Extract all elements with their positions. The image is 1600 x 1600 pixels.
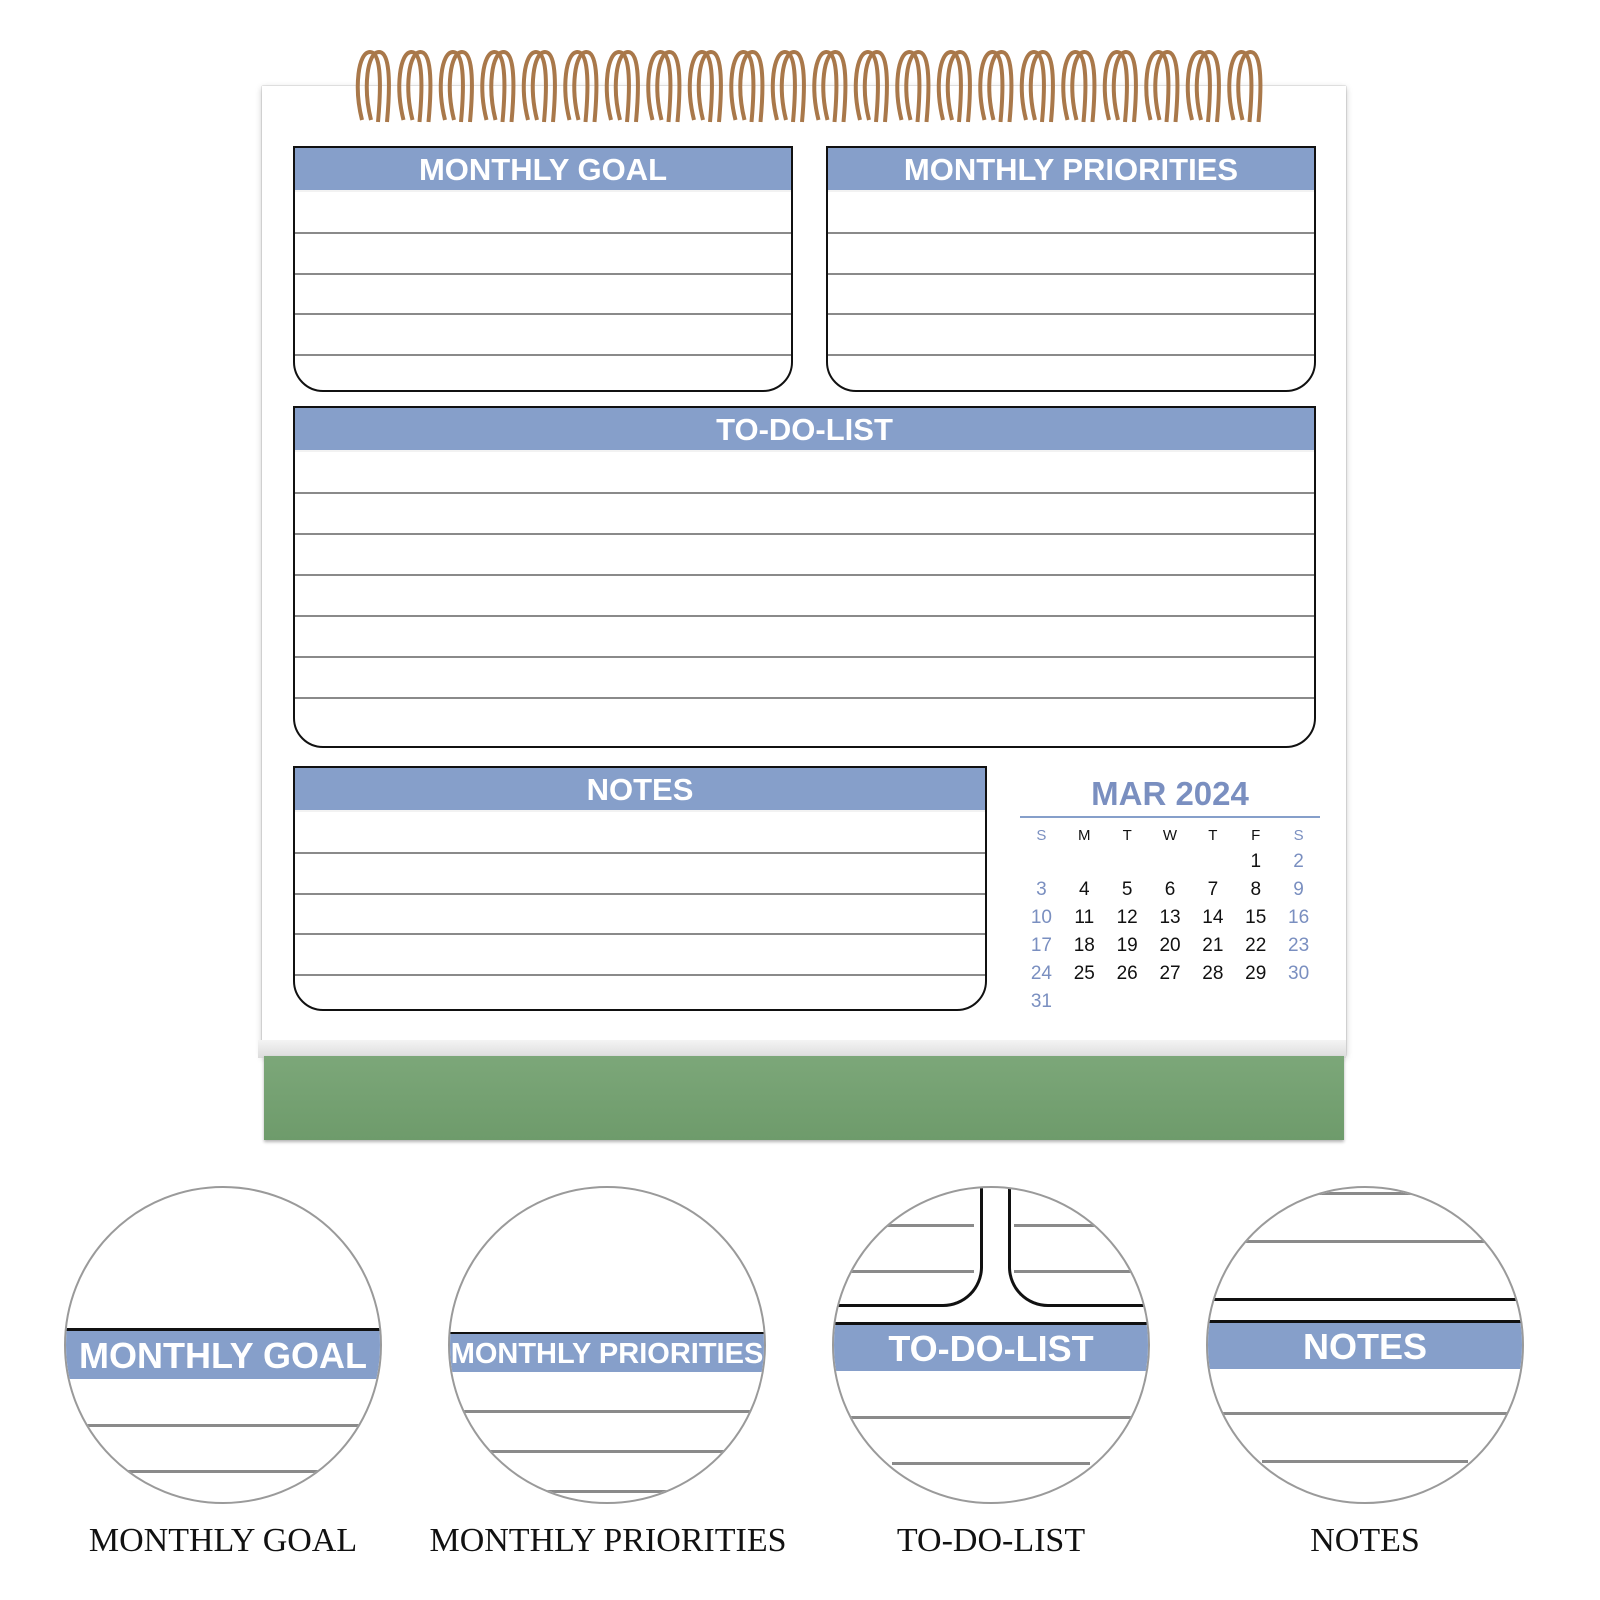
writing-line [295,615,1314,617]
day-cell: 19 [1116,935,1138,956]
day-cell: 31 [1030,991,1052,1012]
writing-line [295,313,791,315]
weekday-label: F [1251,826,1261,844]
writing-line [828,354,1314,356]
weekday-label: M [1078,826,1091,844]
week-row [1020,932,1320,960]
day-cell: 26 [1116,963,1138,984]
day-cell: 29 [1245,963,1267,984]
weekday-label: T [1208,826,1218,844]
day-cell: 25 [1073,963,1095,984]
day-cell: 12 [1116,907,1138,928]
day-cell: 30 [1288,963,1310,984]
mini-calendar-grid [1020,822,1320,1016]
zoom-box-bottom-line [1208,1298,1522,1301]
day-cell: 24 [1030,963,1052,984]
writing-line [295,933,985,935]
day-cell: 20 [1159,935,1181,956]
todo-list-header: TO-DO-LIST [295,408,1314,452]
zoom-circle-monthly-priorities [448,1186,766,1504]
zoom-line [1318,1192,1412,1195]
day-cell: 1 [1250,851,1262,872]
day-cell: 27 [1159,963,1181,984]
zoom-circle-todo-list [832,1186,1150,1504]
day-cell: 17 [1030,935,1052,956]
zoom-line [892,1462,1090,1465]
caption-todo-list: TO-DO-LIST [896,1522,1086,1559]
zoom-line [532,1490,682,1493]
mini-calendar-title: MAR 2024 [1091,775,1249,812]
day-cell: 15 [1245,907,1267,928]
zoom-band-monthly-priorities: MONTHLY PRIORITIES [450,1332,764,1372]
weekday-label: S [1293,826,1304,844]
mini-calendar [1020,772,1320,1022]
writing-line [295,354,791,356]
week-row [1020,876,1320,904]
day-cell: 5 [1121,879,1133,900]
todo-list-section [293,406,1316,748]
week-row [1020,848,1320,876]
writing-line [828,313,1314,315]
zoom-line [124,1470,322,1473]
day-cell: 21 [1202,935,1224,956]
zoom-line [1262,1460,1468,1463]
writing-line [295,893,985,895]
zoom-band-monthly-goal: MONTHLY GOAL [66,1328,380,1379]
calendar-stand [264,1056,1344,1140]
writing-line [828,273,1314,275]
day-cell: 3 [1036,879,1047,900]
zoom-band-notes: NOTES [1208,1320,1522,1369]
zoom-line [462,1410,752,1413]
writing-line [295,656,1314,658]
day-cell: 8 [1250,879,1262,900]
week-row [1020,904,1320,932]
zoom-line [484,1450,730,1453]
writing-line [295,974,985,976]
weekday-label: T [1122,826,1132,844]
writing-line [295,697,1314,699]
writing-line [828,232,1314,234]
mini-calendar-rule [1020,816,1320,818]
caption-monthly-goal: MONTHLY GOAL [88,1522,358,1559]
zoom-circle-monthly-goal [64,1186,382,1504]
writing-line [295,492,1314,494]
writing-line [295,574,1314,576]
writing-line [295,852,985,854]
monthly-priorities-header: MONTHLY PRIORITIES [828,148,1314,192]
writing-line [295,533,1314,535]
day-cell: 10 [1030,907,1052,928]
day-cell: 4 [1079,879,1090,900]
monthly-priorities-section [826,146,1316,392]
zoom-line [850,1416,1132,1419]
writing-line [295,232,791,234]
day-cell: 9 [1293,879,1304,900]
day-cell: 11 [1074,907,1095,928]
monthly-goal-section [293,146,793,392]
day-cell: 23 [1288,935,1310,956]
day-cell: 2 [1293,851,1304,872]
zoom-circle-notes [1206,1186,1524,1504]
zoom-line [1222,1412,1508,1415]
day-cell: 28 [1202,963,1224,984]
caption-notes: NOTES [1310,1522,1420,1559]
caption-monthly-priorities: MONTHLY PRIORITIES [429,1522,787,1559]
writing-line [295,273,791,275]
notes-section [293,766,987,1011]
zoom-line [1242,1240,1488,1243]
zoom-box-corner-left [832,1186,983,1307]
weekday-row [1020,822,1320,848]
zoom-line [86,1424,360,1427]
day-cell: 7 [1207,879,1219,900]
weekday-label: W [1162,826,1178,844]
day-cell: 13 [1159,907,1181,928]
weekday-label: S [1036,826,1047,844]
day-cell: 14 [1202,907,1224,928]
day-cell: 18 [1073,935,1095,956]
spiral-binding [350,48,1270,126]
week-row [1020,960,1320,988]
notes-header: NOTES [295,768,985,812]
day-cell: 22 [1245,935,1267,956]
monthly-goal-header: MONTHLY GOAL [295,148,791,192]
day-cell: 6 [1164,879,1176,900]
zoom-box-corner-right [1008,1186,1150,1307]
week-row [1020,988,1320,1016]
day-cell: 16 [1288,907,1310,928]
zoom-band-todo-list: TO-DO-LIST [834,1322,1148,1371]
